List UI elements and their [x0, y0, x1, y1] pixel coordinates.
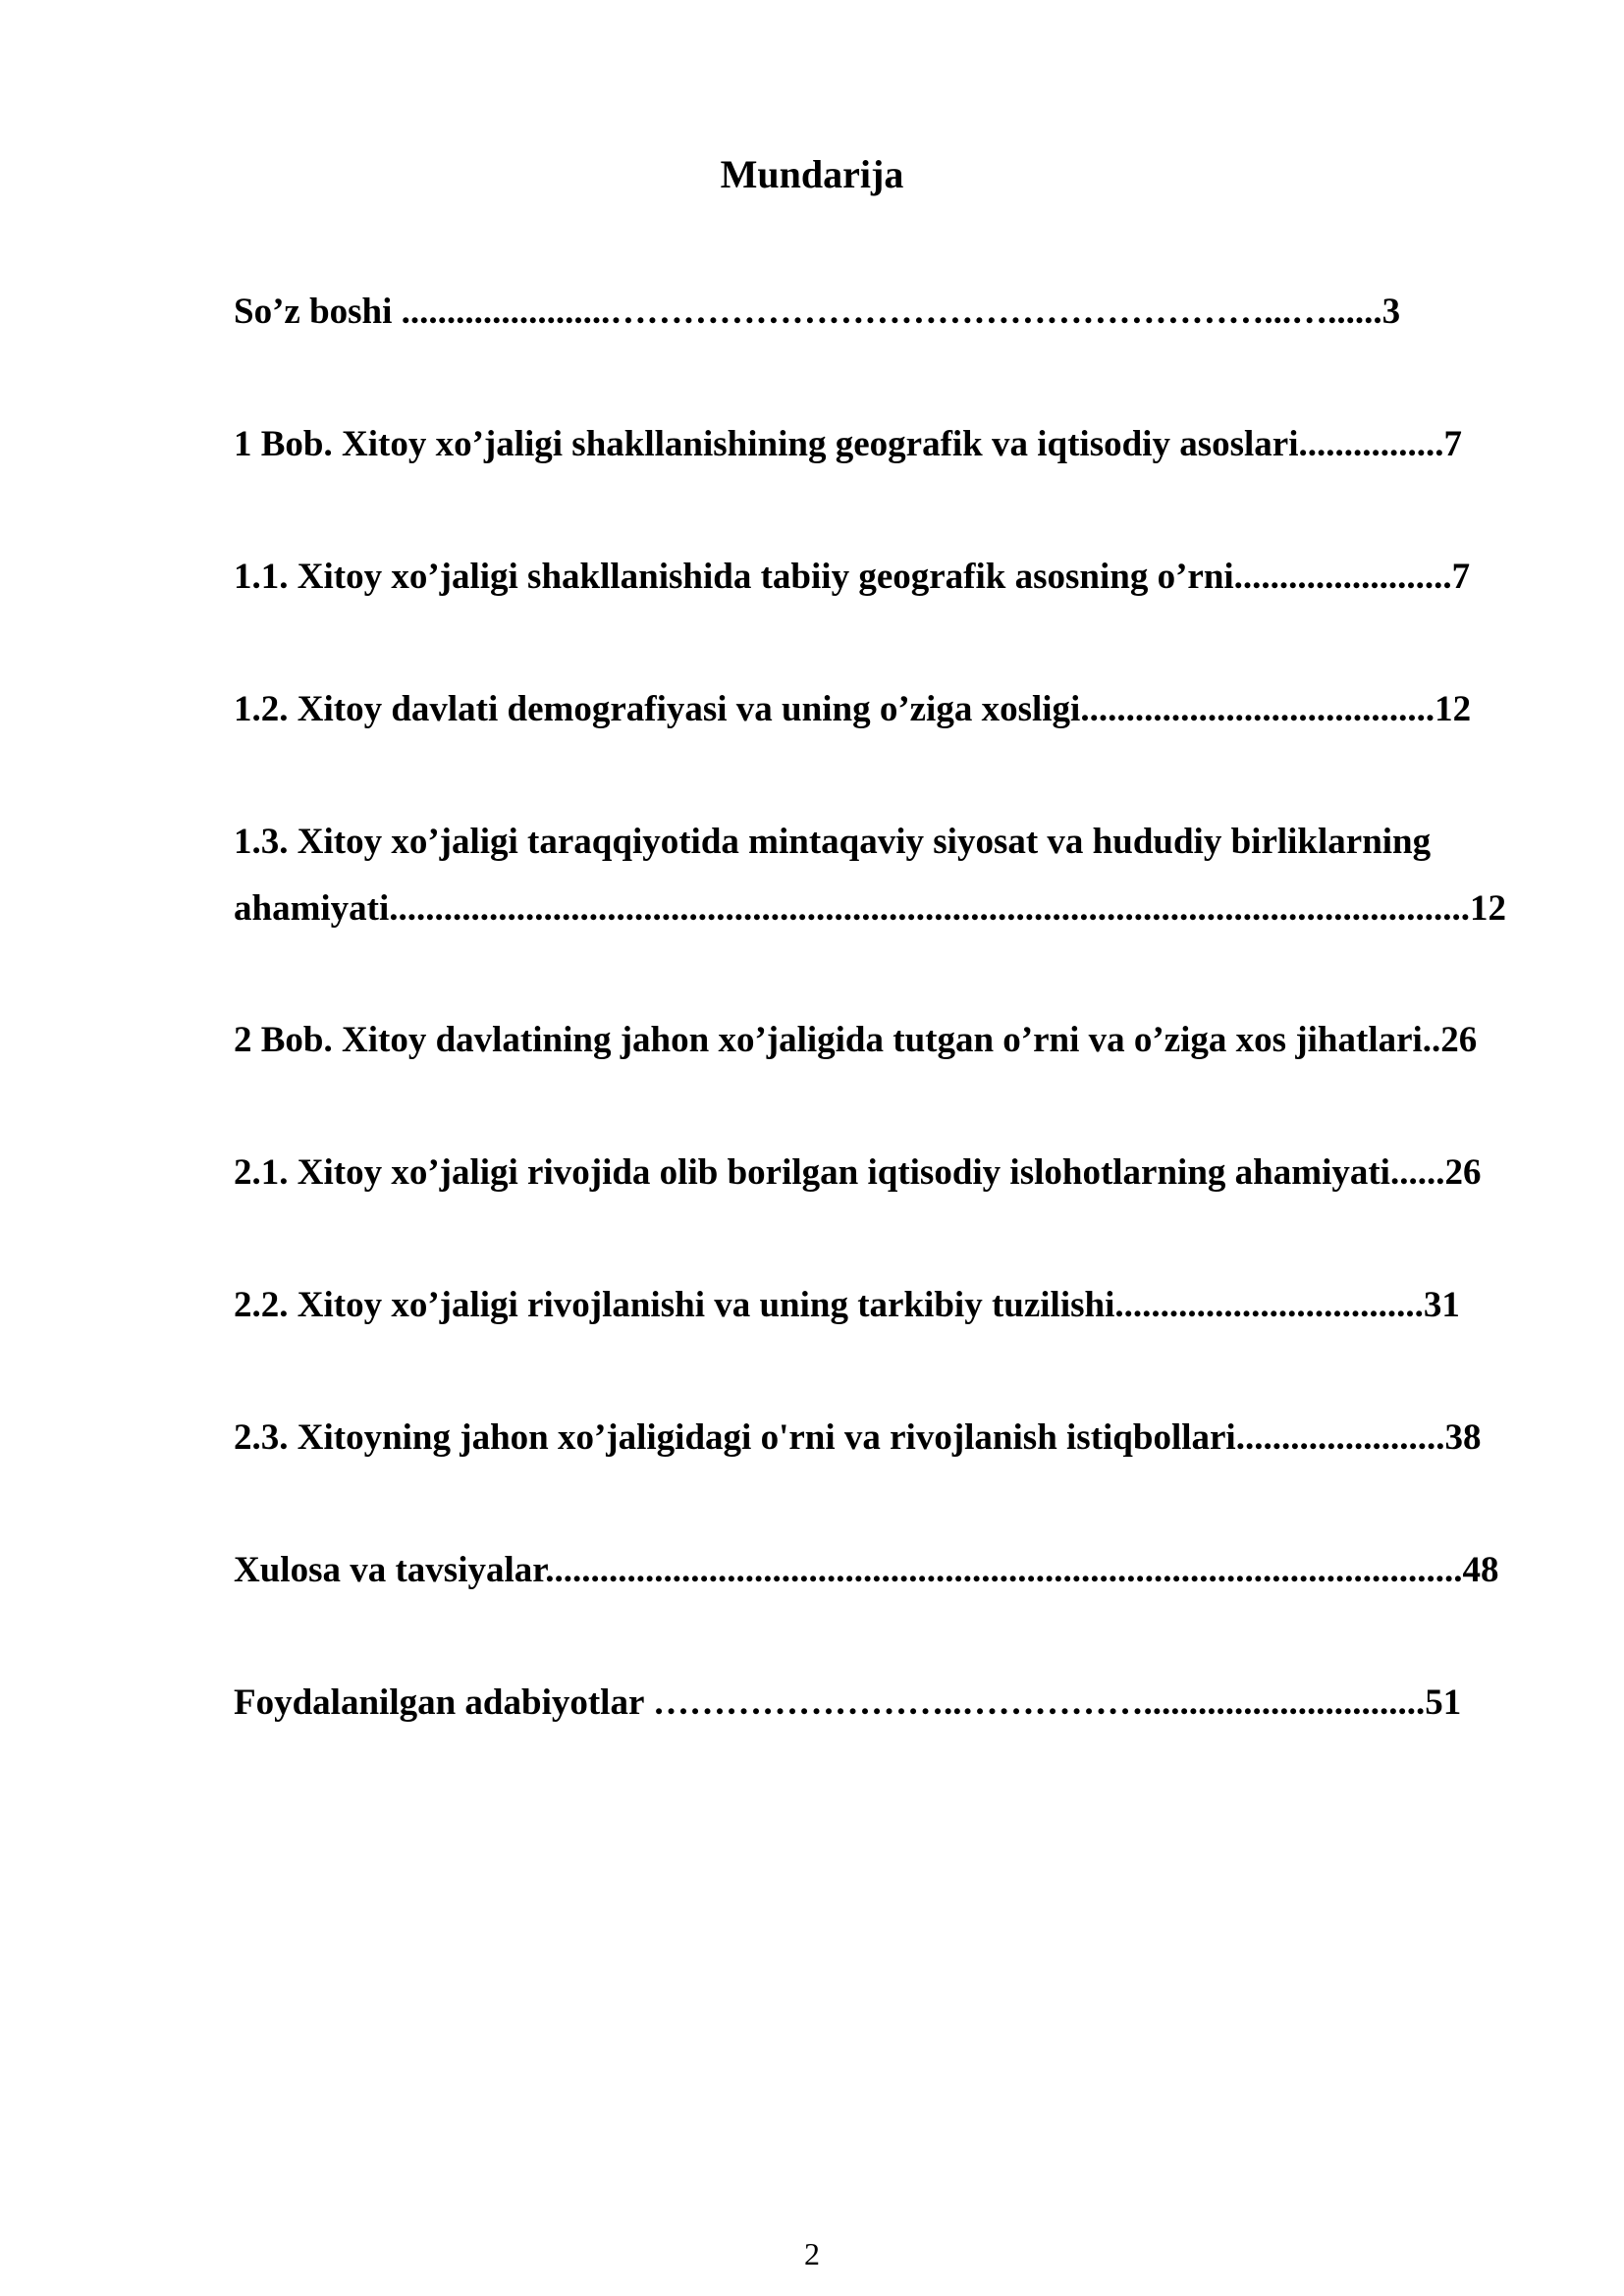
toc-entry-section-1-1[interactable]: 1.1. Xitoy xo’jaligi shakllanishida tabiiy geografik asosning o’rni........................7: [234, 557, 1471, 597]
toc-entry-conclusion[interactable]: Xulosa va tavsiyalar.....................................................................................................48: [234, 1550, 1499, 1590]
toc-entry-section-1-3[interactable]: [234, 820, 1559, 932]
toc-entry-preface[interactable]: So’z boshi .......................………………………………………………...…......3: [234, 292, 1401, 332]
toc-entry-bibliography[interactable]: Foydalanilgan adabiyotlar ……………………..……………...............................51: [234, 1682, 1462, 1723]
toc-entry-section-2-1[interactable]: 2.1. Xitoy xo’jaligi rivojida olib borilgan iqtisodiy islohotlarning ahamiyati......26: [234, 1152, 1482, 1193]
toc-entry-section-1-3-line-1: 1.3. Xitoy xo’jaligi taraqqiyotida mintaqaviy siyosat va hududiy birliklarning: [234, 822, 1432, 862]
toc-entry-section-1-2[interactable]: 1.2. Xitoy davlati demografiyasi va uning o’ziga xosligi.......................................12: [234, 689, 1472, 729]
toc-entry-section-1-3-line-2: ahamiyati.......................................................................................................................12: [234, 888, 1507, 929]
toc-entry-section-2-3[interactable]: 2.3. Xitoyning jahon xo’jaligidagi o'rni va rivojlanish istiqbollari.......................38: [234, 1417, 1482, 1458]
toc-entry-section-2-2[interactable]: 2.2. Xitoy xo’jaligi rivojlanishi va uning tarkibiy tuzilishi..................................31: [234, 1285, 1460, 1325]
toc-title: Mundarija: [720, 152, 904, 196]
toc-entry-chapter-1[interactable]: 1 Bob. Xitoy xo’jaligi shakllanishining geografik va iqtisodiy asoslari................7: [234, 424, 1462, 464]
page-number: 2: [804, 2236, 820, 2271]
toc-entry-chapter-2[interactable]: 2 Bob. Xitoy davlatining jahon xo’jaligida tutgan o’rni va o’ziga xos jihatlari..26: [234, 1020, 1478, 1060]
